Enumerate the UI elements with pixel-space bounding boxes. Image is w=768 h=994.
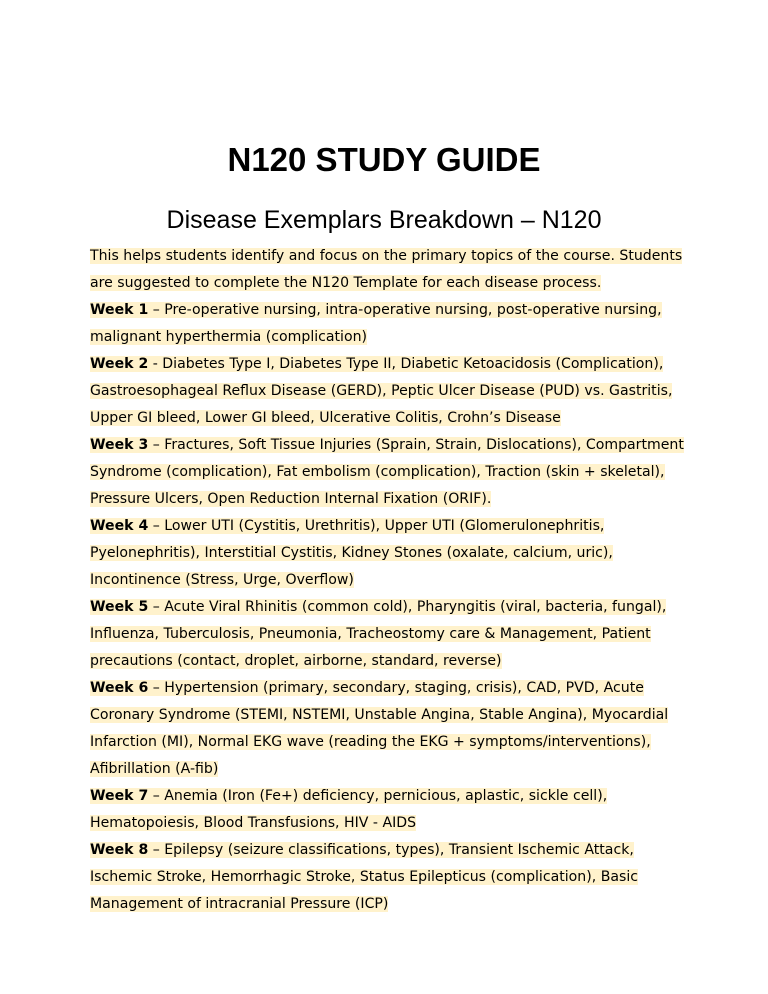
week-5-label: Week 5 xyxy=(90,599,149,615)
week-1-paragraph xyxy=(90,297,690,351)
week-5-paragraph xyxy=(90,594,690,675)
intro-paragraph xyxy=(90,243,690,297)
week-7-label: Week 7 xyxy=(90,788,149,804)
week-6-topics: – Hypertension (primary, secondary, staging, crisis), CAD, PVD, Acute Coronary Syndrome (STEMI, NSTEMI, Unstable Angina, Stable Angina), Myocardial Infarction (MI), Normal EKG wave (reading the EKG + symptoms/interventions), Afibrillation (A-fib) xyxy=(90,680,669,777)
week-7-paragraph xyxy=(90,783,690,837)
week-4-paragraph xyxy=(90,513,690,594)
week-6-paragraph xyxy=(90,675,690,783)
week-3-label: Week 3 xyxy=(90,437,149,453)
document-body xyxy=(90,243,690,918)
week-1-topics: – Pre-operative nursing, intra-operative nursing, post-operative nursing, malignant hyperthermia (complication) xyxy=(90,302,662,345)
week-8-topics: – Epilepsy (seizure classifications, types), Transient Ischemic Attack, Ischemic Stroke, Hemorrhagic Stroke, Status Epilepticus (complication), Basic Management of intracranial Pressure (ICP) xyxy=(90,842,639,912)
week-4-label: Week 4 xyxy=(90,518,149,534)
document-subtitle: Disease Exemplars Breakdown – N120 xyxy=(166,206,602,234)
document-title: N120 STUDY GUIDE xyxy=(227,141,541,178)
week-3-topics: – Fractures, Soft Tissue Injuries (Sprain, Strain, Dislocations), Compartment Syndrome (complication), Fat embolism (complication), Traction (skin + skeletal), Pressure Ulcers, Open Reduction Internal Fixation (ORIF). xyxy=(90,437,684,507)
week-2-topics: - Diabetes Type I, Diabetes Type II, Diabetic Ketoacidosis (Complication), Gastroesophageal Reflux Disease (GERD), Peptic Ulcer Disease (PUD) vs. Gastritis, Upper GI bleed, Lower GI bleed, Ulcerative Colitis, Crohn’s Disease xyxy=(90,356,673,426)
week-8-label: Week 8 xyxy=(90,842,149,858)
week-2-label: Week 2 xyxy=(90,356,149,372)
week-4-topics: – Lower UTI (Cystitis, Urethritis), Upper UTI (Glomerulonephritis, Pyelonephritis), Interstitial Cystitis, Kidney Stones (oxalate, calcium, uric), Incontinence (Stress, Urge, Overflow) xyxy=(90,518,613,588)
week-3-paragraph xyxy=(90,432,690,513)
week-2-paragraph xyxy=(90,351,690,432)
week-5-topics: – Acute Viral Rhinitis (common cold), Pharyngitis (viral, bacteria, fungal), Influenza, Tuberculosis, Pneumonia, Tracheostomy care & Management, Patient precautions (contact, droplet, airborne, standard, reverse) xyxy=(90,599,667,669)
week-6-label: Week 6 xyxy=(90,680,149,696)
intro-text: This helps students identify and focus on the primary topics of the course. Students are suggested to complete the N120 Template for each disease process. xyxy=(90,248,683,291)
week-7-topics: – Anemia (Iron (Fe+) deficiency, pernicious, aplastic, sickle cell), Hematopoiesis, Blood Transfusions, HIV - AIDS xyxy=(90,788,608,831)
week-8-paragraph xyxy=(90,837,690,918)
week-1-label: Week 1 xyxy=(90,302,149,318)
